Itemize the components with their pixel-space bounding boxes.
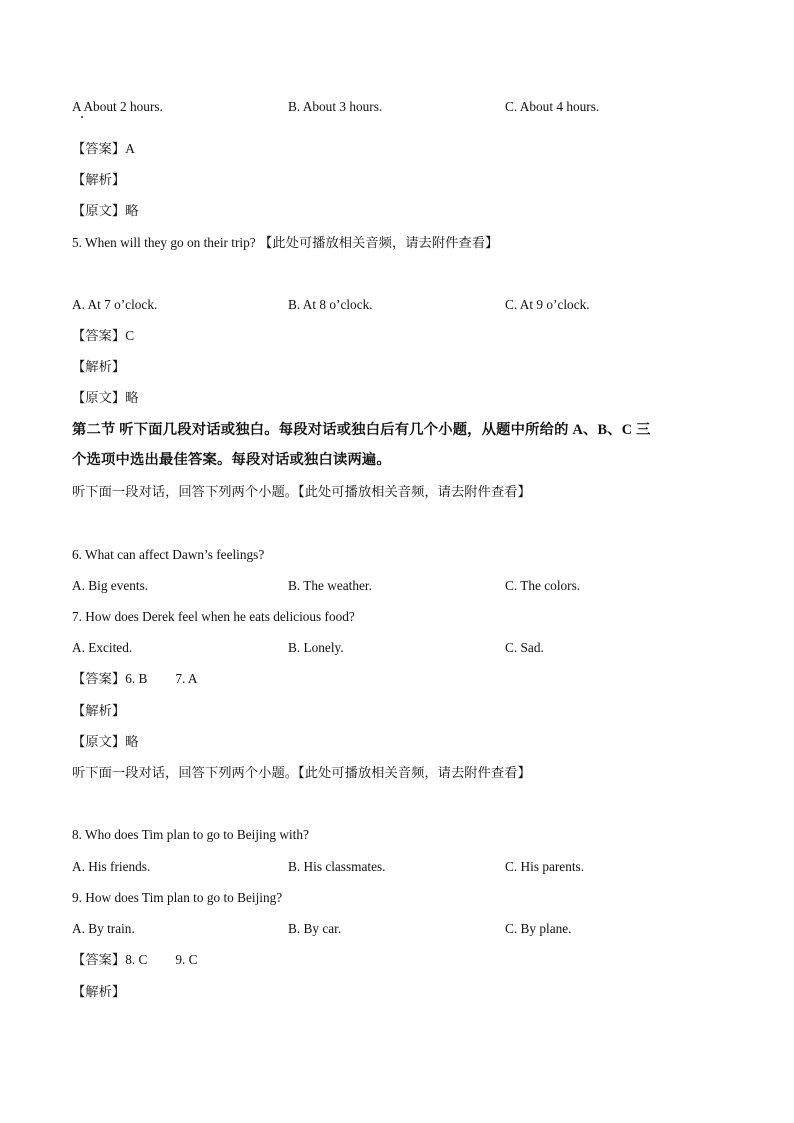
q6-option-a: A. Big events. bbox=[72, 578, 149, 593]
q6-option-b: B. The weather. bbox=[288, 578, 372, 593]
q8-question: 8. Who does Tim plan to go to Beijing with? bbox=[72, 827, 309, 842]
q8-option-b: B. His classmates. bbox=[288, 859, 386, 874]
dialog1-analysis: 【解析】 bbox=[72, 703, 126, 718]
answer-8: 8. C bbox=[125, 952, 148, 967]
section2-heading-line1: 第二节 听下面几段对话或独白。每段对话或独白后有几个小题，从题中所给的 A、B、C 三 bbox=[72, 422, 651, 438]
answer-value: C bbox=[125, 328, 135, 343]
answer-7: 7. A bbox=[175, 671, 198, 686]
original-value: 略 bbox=[125, 390, 139, 405]
q4-analysis: 【解析】 bbox=[72, 172, 126, 187]
q5-original bbox=[72, 389, 138, 407]
q9-option-c: C. By plane. bbox=[505, 921, 572, 936]
q7-question: 7. How does Derek feel when he eats delicious food? bbox=[72, 609, 355, 624]
original-tag: 【原文】 bbox=[72, 203, 126, 218]
dialog1-original bbox=[72, 733, 138, 751]
answer-9: 9. C bbox=[175, 952, 198, 967]
dialog1-answer bbox=[72, 670, 198, 688]
q4-option-c: C. About 4 hours. bbox=[505, 99, 600, 114]
q9-question: 9. How does Tim plan to go to Beijing? bbox=[72, 890, 283, 905]
dialog1-intro: 听下面一段对话，回答下列两个小题。【此处可播放相关音频，请去附件查看】 bbox=[72, 484, 531, 499]
answer-tag: 【答案】 bbox=[72, 671, 126, 686]
dialog2-intro: 听下面一段对话，回答下列两个小题。【此处可播放相关音频，请去附件查看】 bbox=[72, 765, 531, 780]
q9-option-a: A. By train. bbox=[72, 921, 135, 936]
q7-option-b: B. Lonely. bbox=[288, 640, 344, 655]
q9-option-b: B. By car. bbox=[288, 921, 342, 936]
answer-6: 6. B bbox=[125, 671, 148, 686]
q5-option-b: B. At 8 o’clock. bbox=[288, 297, 373, 312]
q8-option-a: A. His friends. bbox=[72, 859, 151, 874]
q8-option-c: C. His parents. bbox=[505, 859, 585, 874]
original-value: 略 bbox=[125, 734, 139, 749]
q5-answer bbox=[72, 327, 134, 345]
q4-option-b: B. About 3 hours. bbox=[288, 99, 383, 114]
q6-question: 6. What can affect Dawn’s feelings? bbox=[72, 547, 265, 562]
answer-value: A bbox=[125, 141, 135, 156]
q7-option-a: A. Excited. bbox=[72, 640, 133, 655]
q6-option-c: C. The colors. bbox=[505, 578, 581, 593]
dialog2-analysis: 【解析】 bbox=[72, 984, 126, 999]
q4-original bbox=[72, 202, 138, 220]
q5-question: 5. When will they go on their trip? 【此处可播放相关音频，请去附件查看】 bbox=[72, 235, 499, 250]
original-tag: 【原文】 bbox=[72, 390, 126, 405]
q4-answer bbox=[72, 140, 135, 158]
q5-option-c: C. At 9 o’clock. bbox=[505, 297, 590, 312]
answer-tag: 【答案】 bbox=[72, 952, 126, 967]
q7-option-c: C. Sad. bbox=[505, 640, 544, 655]
answer-tag: 【答案】 bbox=[72, 141, 126, 156]
answer-tag: 【答案】 bbox=[72, 328, 126, 343]
stray-dot bbox=[81, 116, 83, 118]
original-value: 略 bbox=[125, 203, 139, 218]
q5-option-a: A. At 7 o’clock. bbox=[72, 297, 158, 312]
q4-option-a: A About 2 hours. bbox=[72, 99, 163, 114]
dialog2-answer bbox=[72, 951, 198, 969]
original-tag: 【原文】 bbox=[72, 734, 126, 749]
q5-analysis: 【解析】 bbox=[72, 359, 126, 374]
section2-heading-line2: 个选项中选出最佳答案。每段对话或独白读两遍。 bbox=[72, 452, 391, 468]
